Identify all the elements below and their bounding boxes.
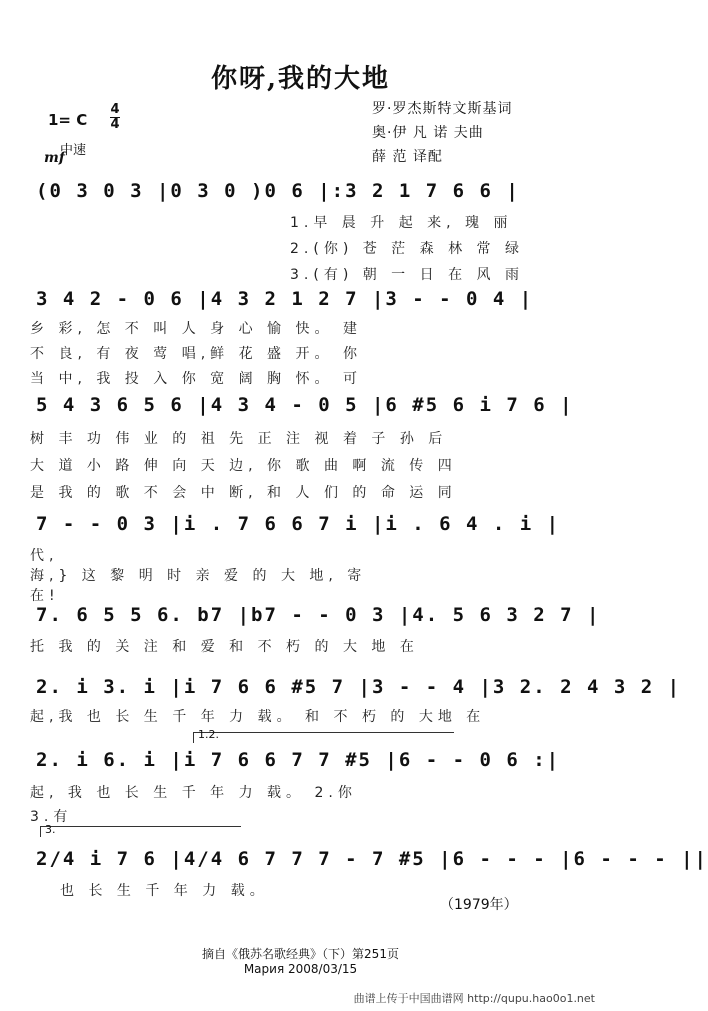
site-watermark: 曲谱上传于中国曲谱网 http://qupu.hao0o1.net (353, 992, 595, 1005)
lyric-row-5: 托 我 的 关 注 和 爱 和 不 朽 的 大 地 在 (30, 639, 419, 655)
transcriber-signature: Мария 2008/03/15 (243, 962, 358, 976)
composition-year: （1979年） (440, 897, 518, 913)
lyric-row-1-verse-1: 1.早 晨 升 起 来, 瑰 丽 (290, 215, 513, 231)
notation-row-7: 2. i 6. i |i 7 6 6 7 7 #5 |6 - - 0 6 :| (36, 749, 561, 771)
notation-row-5: 7. 6 5 5 6. b7 |b7 - - 0 3 |4. 5 6 3 2 7 | (36, 604, 601, 626)
notation-row-8: 2/4 i 7 6 |4/4 6 7 7 7 - 7 #5 |6 - - - |6 - - - || (36, 848, 708, 870)
lyric-row-6: 起,我 也 长 生 千 年 力 载。 和 不 朽 的 大地 在 (30, 709, 486, 725)
lyric-row-4-verse-1: 代, (30, 548, 59, 564)
lyric-row-3-verse-1: 树 丰 功 伟 业 的 祖 先 正 注 视 着 子 孙 后 (30, 431, 448, 447)
key-signature: 1= C (48, 111, 88, 129)
lyric-row-8: 也 长 生 千 年 力 载。 (60, 883, 269, 899)
lyric-row-4-verse-3: 在! (30, 588, 60, 604)
lyric-row-2-verse-1: 乡 彩, 怎 不 叫 人 身 心 愉 快。 建 (30, 321, 362, 337)
lyric-row-2-verse-2: 不 良, 有 夜 莺 唱,鲜 花 盛 开。 你 (30, 346, 362, 362)
credit-translator: 薛 范 译配 (372, 149, 443, 165)
volta-bracket-1-2 (193, 732, 454, 743)
lyric-row-3-verse-3: 是 我 的 歌 不 会 中 断, 和 人 们 的 命 运 同 (30, 485, 457, 501)
tempo-marking: 中速 (60, 143, 87, 158)
credit-lyricist: 罗·罗杰斯特文斯基词 (372, 101, 513, 117)
song-title: 你呀,我的大地 (210, 64, 391, 94)
lyric-row-7-line-2: 3.有 (30, 809, 73, 825)
notation-row-1: (0 3 0 3 |0 3 0 )0 6 |:3 2 1 7 6 6 | (36, 180, 520, 202)
time-signature-bottom: 4 (110, 117, 120, 132)
dynamic-marking: mf (44, 150, 65, 166)
volta-label-1-2: 1.2. (198, 728, 219, 741)
lyric-row-1-verse-3: 3.(有) 朝 一 日 在 风 雨 (290, 267, 524, 283)
notation-row-6: 2. i 3. i |i 7 6 6 #5 7 |3 - - 4 |3 2. 2 4 3 2 | (36, 676, 682, 698)
notation-row-3: 5 4 3 6 5 6 |4 3 4 - 0 5 |6 #5 6 i 7 6 | (36, 394, 574, 416)
lyric-row-2-verse-3: 当 中, 我 投 入 你 宽 阔 胸 怀。 可 (30, 371, 362, 387)
time-signature-top: 4 (110, 102, 120, 117)
notation-row-4: 7 - - 0 3 |i . 7 6 6 7 i |i . 6 4 . i | (36, 513, 561, 535)
lyric-row-3-verse-2: 大 道 小 路 伸 向 天 边, 你 歌 曲 啊 流 传 四 (30, 458, 457, 474)
time-signature (110, 103, 120, 132)
volta-label-3: 3. (45, 823, 56, 836)
source-citation: 摘自《俄苏名歌经典》（下）第251页 (202, 947, 399, 961)
notation-row-2: 3 4 2 - 0 6 |4 3 2 1 2 7 |3 - - 0 4 | (36, 288, 534, 310)
lyric-row-4-verse-2: 海,} 这 黎 明 时 亲 爱 的 大 地, 寄 (30, 568, 367, 584)
credit-composer: 奥·伊 凡 诺 夫曲 (372, 125, 484, 141)
lyric-row-1-verse-2: 2.(你) 苍 茫 森 林 常 绿 (290, 241, 524, 257)
lyric-row-7-line-1: 起, 我 也 长 生 千 年 力 载。 2.你 (30, 785, 357, 801)
volta-bracket-3 (40, 826, 241, 837)
